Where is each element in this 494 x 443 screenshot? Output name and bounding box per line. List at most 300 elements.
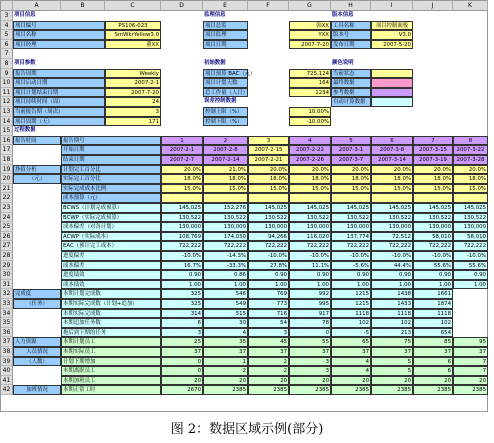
column-header-h[interactable]: H — [331, 1, 371, 10]
sheet-cell[interactable]: 计划下期增加 — [61, 357, 161, 367]
sheet-cell[interactable]: 20 — [289, 376, 331, 386]
sheet-cell[interactable]: Weekly — [105, 69, 161, 79]
sheet-cell[interactable]: 37 — [161, 347, 203, 357]
sheet-cell[interactable]: 85 — [413, 337, 453, 347]
sheet-cell[interactable]: 37 — [413, 347, 453, 357]
sheet-cell[interactable]: 130,522 — [413, 213, 453, 223]
sheet-cell[interactable]: 515 — [203, 309, 248, 319]
sheet-cell[interactable]: 0.86 — [203, 270, 248, 280]
sheet-cell[interactable]: 130,000 — [413, 222, 453, 232]
sheet-cell[interactable]: 108,769 — [161, 232, 203, 242]
sheet-cell[interactable]: 6 — [371, 136, 413, 146]
row-number[interactable]: 39 — [1, 357, 13, 367]
sheet-cell[interactable]: 0 — [161, 366, 203, 376]
row-number[interactable]: 17 — [1, 145, 13, 155]
row-number[interactable]: 19 — [1, 165, 13, 175]
sheet-cell[interactable]: 37 — [331, 347, 371, 357]
sheet-cell[interactable]: -14.3% — [203, 251, 248, 261]
sheet-cell[interactable]: 0.90 — [413, 270, 453, 280]
sheet-cell[interactable]: 1 — [203, 357, 248, 367]
sheet-cell[interactable]: 2007-3-1 — [331, 145, 371, 155]
sheet-cell[interactable]: 94,266 — [248, 232, 289, 242]
sheet-cell[interactable]: 自动计算数据 — [331, 97, 371, 107]
sheet-cell[interactable]: 成本预算（元） — [61, 193, 161, 203]
sheet-cell[interactable] — [248, 193, 289, 203]
sheet-cell[interactable]: 15.0% — [203, 184, 248, 194]
sheet-cell[interactable]: 174,030 — [203, 232, 248, 242]
sheet-cell[interactable]: 130,000 — [371, 222, 413, 232]
row-number[interactable]: 42 — [1, 385, 13, 395]
sheet-cell[interactable]: 加班情况 — [13, 385, 61, 395]
sheet-cell[interactable]: 130,522 — [371, 213, 413, 223]
sheet-cell[interactable]: 2385 — [453, 385, 488, 395]
sheet-cell[interactable]: 725,124 — [289, 69, 331, 79]
sheet-cell[interactable]: 11.1% — [289, 261, 331, 271]
sheet-cell[interactable]: 95 — [453, 337, 488, 347]
sheet-cell[interactable]: 参考数据 — [331, 88, 371, 98]
sheet-cell[interactable]: 18.0% — [161, 174, 203, 184]
sheet-cell[interactable]: 实际完工百分比 — [61, 174, 161, 184]
row-number[interactable]: 22 — [1, 193, 13, 203]
column-header-k[interactable]: K — [453, 1, 488, 10]
sheet-cell[interactable]: 拖后到下期的任务 — [61, 328, 161, 338]
sheet-cell[interactable]: 本期实际员工 — [61, 347, 161, 357]
section-title[interactable]: 监理信息 — [204, 12, 226, 18]
row-number[interactable]: 37 — [1, 337, 13, 347]
sheet-cell[interactable]: 报告周期 — [13, 69, 105, 79]
sheet-cell[interactable]: 版本号 — [331, 30, 371, 40]
row-number[interactable]: 27 — [1, 241, 13, 251]
sheet-cell[interactable]: （元） — [13, 174, 61, 184]
sheet-cell[interactable]: 实际完成成本比例 — [61, 184, 161, 194]
sheet-cell[interactable]: 0.90 — [453, 270, 488, 280]
sheet-cell[interactable]: 15.0% — [413, 184, 453, 194]
sheet-cell[interactable]: 37 — [248, 347, 289, 357]
sheet-cell[interactable]: 20.0% — [331, 165, 371, 175]
section-title[interactable]: 过程数据 — [14, 127, 36, 134]
sheet-cell[interactable]: 1.00 — [289, 280, 331, 290]
row-number[interactable]: 33 — [1, 299, 13, 309]
sheet-cell[interactable]: 2385 — [371, 385, 413, 395]
sheet-cell[interactable]: -10.0% — [331, 251, 371, 261]
sheet-cell[interactable]: 130,000 — [331, 222, 371, 232]
row-number[interactable]: 20 — [1, 174, 13, 184]
sheet-cell[interactable]: 769 — [248, 289, 289, 299]
sheet-cell[interactable]: 2007-2-26 — [289, 155, 331, 165]
sheet-cell[interactable]: 6 — [161, 318, 203, 328]
sheet-cell[interactable]: 本期离职员工 — [61, 366, 161, 376]
sheet-cell[interactable]: 开始日期 — [61, 145, 161, 155]
sheet-cell[interactable]: 0.90 — [289, 270, 331, 280]
sheet-cell[interactable]: 20.0% — [371, 165, 413, 175]
sheet-cell[interactable]: 2007-5-20 — [371, 40, 413, 50]
sheet-cell[interactable]: 130,000 — [453, 222, 488, 232]
sheet-cell[interactable]: 2007-3-28 — [453, 155, 488, 165]
row-number[interactable]: 25 — [1, 222, 13, 232]
sheet-cell[interactable]: 项目周期（天） — [13, 117, 105, 127]
sheet-cell[interactable]: 0 — [161, 357, 203, 367]
sheet-cell[interactable]: -10.0% — [413, 251, 453, 261]
row-number[interactable]: 16 — [1, 136, 13, 146]
sheet-cell[interactable]: 1661 — [413, 289, 453, 299]
sheet-cell[interactable]: 2007-3-15 — [413, 145, 453, 155]
sheet-cell[interactable]: -10.0% — [289, 251, 331, 261]
sheet-cell[interactable]: 2007-3-7 — [331, 155, 371, 165]
sheet-cell[interactable]: 72,512 — [371, 232, 413, 242]
sheet-cell[interactable]: （人数） — [13, 357, 61, 367]
sheet-cell[interactable]: 18.0% — [248, 174, 289, 184]
sheet-cell[interactable]: 16.7% — [161, 261, 203, 271]
sheet-cell[interactable]: 4 — [331, 366, 371, 376]
sheet-cell[interactable]: 130,000 — [161, 222, 203, 232]
sheet-cell[interactable]: 1118 — [371, 309, 413, 319]
row-number[interactable]: 11 — [1, 88, 13, 98]
sheet-cell[interactable]: 37 — [203, 347, 248, 357]
section-title[interactable]: 项目信息 — [14, 12, 36, 18]
sheet-cell[interactable]: 1.00 — [331, 280, 371, 290]
sheet-cell[interactable]: 计划完工百分比 — [61, 165, 161, 175]
sheet-cell[interactable]: 18.0% — [453, 174, 488, 184]
sheet-cell[interactable]: 773 — [248, 299, 289, 309]
sheet-cell[interactable]: 0.90 — [248, 270, 289, 280]
sheet-cell[interactable]: 30 — [203, 318, 248, 328]
sheet-cell[interactable]: 当前报告期（周次） — [13, 107, 105, 117]
sheet-cell[interactable]: 722,222 — [371, 241, 413, 251]
sheet-cell[interactable]: 15.0% — [161, 184, 203, 194]
sheet-cell[interactable]: YXX — [289, 30, 331, 40]
sheet-cell[interactable]: 130,000 — [289, 222, 331, 232]
sheet-cell[interactable]: 发布日期 — [331, 40, 371, 50]
sheet-cell[interactable]: 55 — [289, 337, 331, 347]
sheet-cell[interactable]: 35 — [203, 337, 248, 347]
sheet-cell[interactable]: （任务） — [13, 299, 61, 309]
sheet-cell[interactable]: 722,222 — [289, 241, 331, 251]
sheet-cell[interactable]: 1215 — [331, 299, 371, 309]
sheet-cell[interactable]: 2007-2-8 — [203, 145, 248, 155]
sheet-cell[interactable] — [371, 193, 413, 203]
sheet-cell[interactable]: 130,522 — [289, 213, 331, 223]
sheet-cell[interactable]: 27.8% — [248, 261, 289, 271]
sheet-cell[interactable]: 20.0% — [453, 165, 488, 175]
sheet-cell[interactable]: 项目预算 BAC（元） — [205, 70, 256, 77]
sheet-cell[interactable]: 0.90 — [331, 270, 371, 280]
sheet-cell[interactable]: 2 — [203, 136, 248, 146]
sheet-cell[interactable]: 7 — [453, 357, 488, 367]
sheet-cell[interactable]: 6 — [413, 357, 453, 367]
sheet-cell[interactable]: 总工作量（人日） — [205, 89, 249, 96]
sheet-cell[interactable]: 项目编号 — [13, 21, 105, 31]
sheet-cell[interactable]: 项目计划天数 — [203, 78, 248, 88]
sheet-cell[interactable]: 18.0% — [331, 174, 371, 184]
row-number[interactable]: 5 — [1, 30, 13, 40]
sheet-cell[interactable]: 130,000 — [248, 222, 289, 232]
row-number[interactable]: 9 — [1, 69, 13, 79]
sheet-cell[interactable]: 20 — [413, 376, 453, 386]
sheet-cell[interactable]: 314 — [161, 309, 203, 319]
sheet-cell[interactable]: 116,020 — [289, 232, 331, 242]
sheet-cell[interactable]: 董XX — [105, 40, 161, 50]
sheet-cell[interactable]: 18.0% — [203, 174, 248, 184]
sheet-cell[interactable]: 137,774 — [331, 232, 371, 242]
sheet-cell[interactable]: 145,025 — [371, 203, 413, 213]
sheet-cell[interactable]: 本期计划完成数 — [61, 289, 161, 299]
row-number[interactable]: 21 — [1, 184, 13, 194]
sheet-cell[interactable]: 37 — [289, 347, 331, 357]
sheet-cell[interactable] — [371, 78, 413, 88]
row-number[interactable]: 18 — [1, 155, 13, 165]
sheet-cell[interactable]: 145,025 — [248, 203, 289, 213]
sheet-cell[interactable]: 654 — [413, 328, 453, 338]
sheet-cell[interactable]: 7 — [453, 366, 488, 376]
sheet-cell[interactable]: 2007-3-19 — [413, 155, 453, 165]
sheet-cell[interactable]: 145,025 — [161, 203, 203, 213]
sheet-cell[interactable] — [371, 69, 413, 79]
sheet-cell[interactable]: 20.0% — [161, 165, 203, 175]
row-number[interactable]: 12 — [1, 97, 13, 107]
column-header-g[interactable]: G — [289, 1, 331, 10]
sheet-cell[interactable]: 7 — [413, 136, 453, 146]
sheet-cell[interactable]: 2007-3-22 — [453, 145, 488, 155]
sheet-cell[interactable]: 1215 — [331, 289, 371, 299]
sheet-cell[interactable]: V3.0 — [371, 30, 413, 40]
section-title[interactable]: 初始数据 — [204, 60, 226, 66]
sheet-cell[interactable]: 1234 — [289, 88, 331, 98]
sheet-cell[interactable]: 1433 — [371, 299, 413, 309]
sheet-cell[interactable]: 项目总监 — [203, 21, 248, 31]
sheet-cell[interactable]: -10.0% — [248, 251, 289, 261]
sheet-cell[interactable]: 2007-2-21 — [248, 155, 289, 165]
sheet-cell[interactable]: 130,522 — [203, 213, 248, 223]
row-number[interactable]: 7 — [1, 49, 13, 59]
sheet-cell[interactable]: 130,000 — [203, 222, 248, 232]
sheet-cell[interactable]: 78 — [289, 318, 331, 328]
sheet-cell[interactable]: 2007-2-22 — [289, 145, 331, 155]
sheet-cell[interactable]: 37 — [371, 347, 413, 357]
row-number[interactable]: 15 — [1, 126, 13, 136]
row-number[interactable]: 10 — [1, 78, 13, 88]
sheet-cell[interactable]: 992 — [289, 289, 331, 299]
sheet-cell[interactable]: 24 — [105, 97, 161, 107]
section-title[interactable]: 版本信息 — [332, 12, 354, 18]
sheet-cell[interactable]: 20.0% — [289, 165, 331, 175]
sheet-cell[interactable]: 55.6% — [453, 261, 488, 271]
sheet-cell[interactable]: 成本偏差（对各计划） — [61, 222, 161, 232]
sheet-cell[interactable]: 130,522 — [161, 213, 203, 223]
sheet-cell[interactable]: 1.00 — [453, 280, 488, 290]
sheet-cell[interactable]: 20.0% — [248, 165, 289, 175]
sheet-cell[interactable]: 2007-7-20 — [289, 40, 331, 50]
sheet-cell[interactable]: 项目日期 — [203, 40, 248, 50]
sheet-cell[interactable]: 6 — [413, 366, 453, 376]
sheet-cell[interactable]: 5 — [371, 357, 413, 367]
sheet-cell[interactable]: 2007-3-8 — [371, 145, 413, 155]
sheet-cell[interactable]: 145,025 — [289, 203, 331, 213]
sheet-cell[interactable]: 挣值分析 — [13, 165, 61, 175]
sheet-cell[interactable]: 2 — [203, 366, 248, 376]
sheet-cell[interactable]: 2007-2-1 — [161, 145, 203, 155]
sheet-cell[interactable]: 25 — [161, 337, 203, 347]
sheet-cell[interactable]: -33.3% — [203, 261, 248, 271]
row-number[interactable]: 29 — [1, 261, 13, 271]
sheet-cell[interactable]: 722,222 — [453, 241, 488, 251]
sheet-cell[interactable]: 37 — [453, 347, 488, 357]
sheet-cell[interactable]: 3 — [161, 328, 203, 338]
row-number[interactable]: 40 — [1, 366, 13, 376]
sheet-cell[interactable]: 15.0% — [453, 184, 488, 194]
row-number[interactable]: 36 — [1, 328, 13, 338]
sheet-cell[interactable]: 0.90 — [161, 270, 203, 280]
sheet-cell[interactable]: 1874 — [413, 299, 453, 309]
row-number[interactable]: 38 — [1, 347, 13, 357]
sheet-cell[interactable]: -10.0% — [161, 251, 203, 261]
sheet-cell[interactable]: 韩XX — [289, 21, 331, 31]
sheet-cell[interactable]: 65 — [331, 337, 371, 347]
sheet-cell[interactable]: 55.6% — [413, 261, 453, 271]
sheet-cell[interactable]: 152,276 — [203, 203, 248, 213]
sheet-cell[interactable]: 项目启动日期 — [13, 78, 105, 88]
column-header-f[interactable]: F — [248, 1, 289, 10]
row-number[interactable]: 4 — [1, 21, 13, 31]
section-title[interactable]: 误差控制数据 — [204, 98, 237, 105]
row-number[interactable]: 31 — [1, 280, 13, 290]
sheet-cell[interactable]: 325 — [161, 289, 203, 299]
sheet-cell[interactable]: 4 — [289, 136, 331, 146]
sheet-cell[interactable]: 0 — [289, 328, 331, 338]
sheet-cell[interactable]: 1.00 — [203, 280, 248, 290]
row-number[interactable]: 23 — [1, 203, 13, 213]
sheet-cell[interactable]: 102 — [413, 318, 453, 328]
sheet-cell[interactable]: 本期实际完成数（计划+追加） — [61, 299, 161, 309]
sheet-cell[interactable]: 20 — [203, 376, 248, 386]
row-number[interactable]: 41 — [1, 376, 13, 386]
sheet-cell[interactable]: 2385 — [331, 385, 371, 395]
corner-cell[interactable] — [1, 1, 13, 10]
row-number[interactable]: 24 — [1, 213, 13, 223]
sheet-cell[interactable]: 325 — [161, 299, 203, 309]
sheet-cell[interactable]: 4 — [331, 357, 371, 367]
sheet-cell[interactable]: 722,222 — [413, 241, 453, 251]
sheet-cell[interactable]: 进度偏差 — [61, 251, 161, 261]
sheet-cell[interactable]: 成本绩效 — [61, 280, 161, 290]
sheet-cell[interactable]: 结束日期 — [61, 155, 161, 165]
sheet-cell[interactable]: 控制下限（%） — [203, 117, 248, 127]
sheet-cell[interactable]: 995 — [289, 299, 331, 309]
sheet-cell[interactable] — [453, 193, 488, 203]
sheet-cell[interactable]: 2385 — [248, 385, 289, 395]
sheet-cell[interactable]: -5.6% — [331, 261, 371, 271]
sheet-cell[interactable]: 1.00 — [371, 280, 413, 290]
column-header-e[interactable]: E — [203, 1, 248, 10]
row-number[interactable]: 8 — [1, 59, 13, 69]
sheet-cell[interactable]: 18.0% — [413, 174, 453, 184]
sheet-cell[interactable]: 1.00 — [161, 280, 203, 290]
sheet-cell[interactable]: 本期加班员工 — [61, 376, 161, 386]
sheet-cell[interactable]: 2007-2-7 — [161, 155, 203, 165]
sheet-cell[interactable]: 917 — [289, 309, 331, 319]
sheet-cell[interactable]: 1118 — [413, 309, 453, 319]
sheet-cell[interactable]: 5 — [371, 366, 413, 376]
sheet-cell[interactable]: 1438 — [371, 289, 413, 299]
sheet-cell[interactable]: 716 — [248, 309, 289, 319]
sheet-cell[interactable]: 102 — [371, 318, 413, 328]
sheet-cell[interactable]: 15.0% — [371, 184, 413, 194]
sheet-cell[interactable]: 2385 — [413, 385, 453, 395]
sheet-cell[interactable]: 2 — [248, 357, 289, 367]
sheet-cell[interactable]: 722,222 — [203, 241, 248, 251]
sheet-cell[interactable]: 20 — [161, 376, 203, 386]
sheet-cell[interactable]: 130,522 — [248, 213, 289, 223]
sheet-cell[interactable]: 722,222 — [331, 241, 371, 251]
sheet-cell[interactable] — [371, 88, 413, 98]
row-number[interactable]: 35 — [1, 318, 13, 328]
sheet-cell[interactable]: 20 — [453, 376, 488, 386]
sheet-cell[interactable]: 项目控制面板 — [371, 21, 413, 31]
sheet-cell[interactable]: 项目名称 — [13, 30, 105, 40]
sheet-cell[interactable]: SmWkrYellow3.0 — [105, 30, 161, 40]
sheet-cell[interactable]: 4 — [203, 328, 248, 338]
sheet-cell[interactable]: 145,025 — [413, 203, 453, 213]
sheet-cell[interactable]: 2007-3-14 — [371, 155, 413, 165]
sheet-cell[interactable]: 171 — [105, 117, 161, 127]
sheet-cell[interactable]: 18.0% — [371, 174, 413, 184]
sheet-cell[interactable]: 20 — [331, 376, 371, 386]
column-header-b[interactable]: B — [61, 1, 105, 10]
sheet-cell[interactable]: 2007-7-20 — [105, 88, 161, 98]
sheet-cell[interactable]: 本期追加任务数 — [61, 318, 161, 328]
sheet-cell[interactable]: 8 — [453, 136, 488, 146]
row-number[interactable]: 14 — [1, 117, 13, 127]
sheet-cell[interactable]: 44.4% — [371, 261, 413, 271]
column-header-a[interactable]: A — [13, 1, 61, 10]
sheet-cell[interactable]: 102 — [331, 318, 371, 328]
sheet-cell[interactable]: 项目经理 — [13, 40, 105, 50]
sheet-cell[interactable]: 130,522 — [453, 213, 488, 223]
row-number[interactable]: 26 — [1, 232, 13, 242]
sheet-cell[interactable]: 进度绩效 — [61, 270, 161, 280]
sheet-cell[interactable]: 2007-2-14 — [203, 155, 248, 165]
sheet-cell[interactable]: 报告时间 — [13, 136, 61, 146]
sheet-cell[interactable]: 20.0% — [413, 165, 453, 175]
sheet-cell[interactable]: 213 — [371, 328, 413, 338]
sheet-cell[interactable]: 最终数据 — [331, 78, 371, 88]
row-number[interactable]: 6 — [1, 40, 13, 50]
sheet-cell[interactable]: 2007-2-15 — [248, 145, 289, 155]
sheet-cell[interactable]: 1.00 — [413, 280, 453, 290]
sheet-cell[interactable]: BCWP（实际完成预算） — [61, 213, 161, 223]
sheet-cell[interactable] — [413, 193, 453, 203]
sheet-cell[interactable]: 人员情况 — [13, 347, 61, 357]
sheet-cell[interactable]: 3 — [289, 357, 331, 367]
sheet-cell[interactable]: 164 — [289, 78, 331, 88]
sheet-cell[interactable]: EAC（预计完工成本） — [61, 241, 161, 251]
row-number[interactable]: 13 — [1, 107, 13, 117]
sheet-cell[interactable]: 2007-2-1 — [105, 78, 161, 88]
sheet-cell[interactable]: -5 — [331, 328, 371, 338]
sheet-cell[interactable]: 58,010 — [413, 232, 453, 242]
sheet-cell[interactable]: 2385 — [289, 385, 331, 395]
section-title[interactable]: 项目参数 — [14, 60, 36, 66]
sheet-cell[interactable]: 项目监理 — [203, 30, 248, 40]
sheet-cell[interactable]: 75 — [371, 337, 413, 347]
sheet-cell[interactable]: 工具名称 — [331, 21, 371, 31]
row-number[interactable]: 34 — [1, 309, 13, 319]
sheet-cell[interactable] — [371, 97, 413, 107]
sheet-cell[interactable] — [289, 193, 331, 203]
sheet-cell[interactable] — [331, 193, 371, 203]
row-number[interactable]: 30 — [1, 270, 13, 280]
sheet-cell[interactable]: 1 — [161, 136, 203, 146]
row-number[interactable]: 3 — [1, 11, 13, 21]
